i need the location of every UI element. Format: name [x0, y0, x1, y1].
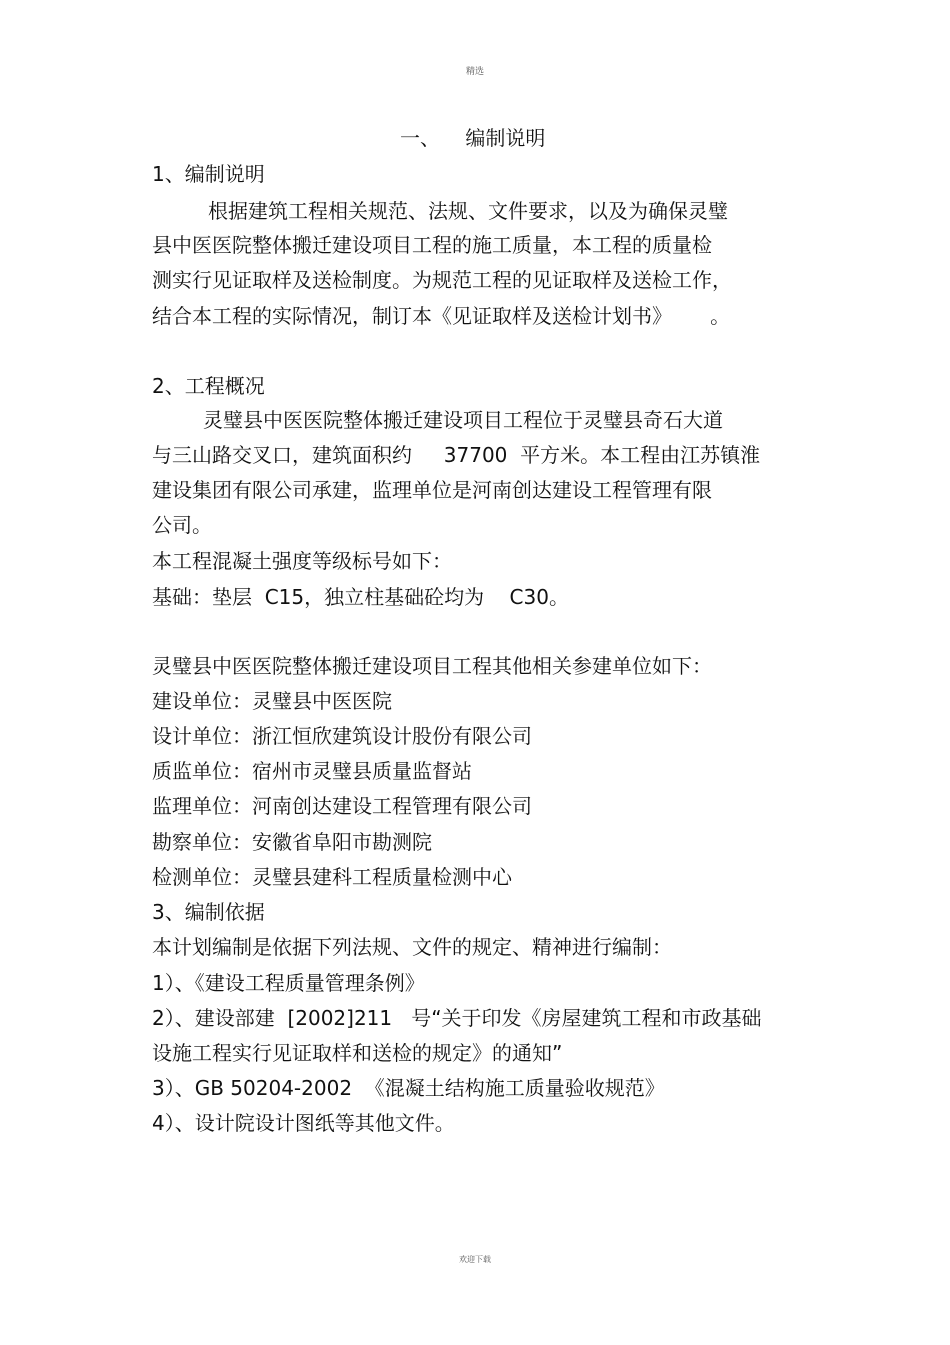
section-2-line: 公司。 [152, 513, 212, 537]
page-title: 一、 编制说明 [400, 126, 546, 150]
units-intro: 灵璧县中医医院整体搬迁建设项目工程其他相关参建单位如下： [152, 654, 712, 678]
section-1-line: 县中医医院整体搬迁建设项目工程的施工质量，本工程的质量检 [152, 233, 712, 257]
unit-item: 监理单位：河南创达建设工程管理有限公司 [152, 794, 532, 818]
page-footer: 欢迎下载 [459, 1255, 491, 1264]
concrete-detail: 基础：垫层 C15，独立柱基础砼均为 C30。 [152, 585, 569, 609]
section-2-line: 建设集团有限公司承建，监理单位是河南创达建设工程管理有限 [152, 478, 712, 502]
basis-item: 3）、GB 50204-2002 《混凝土结构施工质量验收规范》 [152, 1076, 665, 1100]
section-2-heading: 2、工程概况 [152, 374, 265, 398]
section-2-line: 灵璧县中医医院整体搬迁建设项目工程位于灵璧县奇石大道 [203, 408, 723, 432]
basis-item: 1）、《建设工程质量管理条例》 [152, 971, 425, 995]
unit-item: 检测单位：灵璧县建科工程质量检测中心 [152, 865, 512, 889]
section-1-heading: 1、编制说明 [152, 162, 265, 186]
unit-item: 设计单位：浙江恒欣建筑设计股份有限公司 [152, 724, 532, 748]
section-3-intro: 本计划编制是依据下列法规、文件的规定、精神进行编制： [152, 935, 672, 959]
unit-item: 勘察单位：安徽省阜阳市勘测院 [152, 830, 432, 854]
unit-item: 质监单位：宿州市灵璧县质量监督站 [152, 759, 472, 783]
basis-item: 4）、设计院设计图纸等其他文件。 [152, 1111, 455, 1135]
section-1-line: 根据建筑工程相关规范、法规、文件要求，以及为确保灵璧 [208, 199, 728, 223]
page-header: 精选 [465, 67, 484, 77]
section-3-heading: 3、编制依据 [152, 900, 265, 924]
section-1-line: 测实行见证取样及送检制度。为规范工程的见证取样及送检工作， [152, 268, 732, 292]
basis-item: 2）、建设部建 [2002]211 号“关于印发《房屋建筑工程和市政基础 [152, 1006, 762, 1030]
section-1-line: 结合本工程的实际情况，制订本《见证取样及送检计划书》 。 [152, 304, 731, 328]
section-2-line: 与三山路交叉口，建筑面积约 37700 平方米。本工程由江苏镇淮 [152, 443, 761, 467]
concrete-intro: 本工程混凝土强度等级标号如下： [152, 549, 452, 573]
basis-item: 设施工程实行见证取样和送检的规定》的通知” [152, 1041, 563, 1065]
unit-item: 建设单位：灵璧县中医医院 [152, 689, 392, 713]
